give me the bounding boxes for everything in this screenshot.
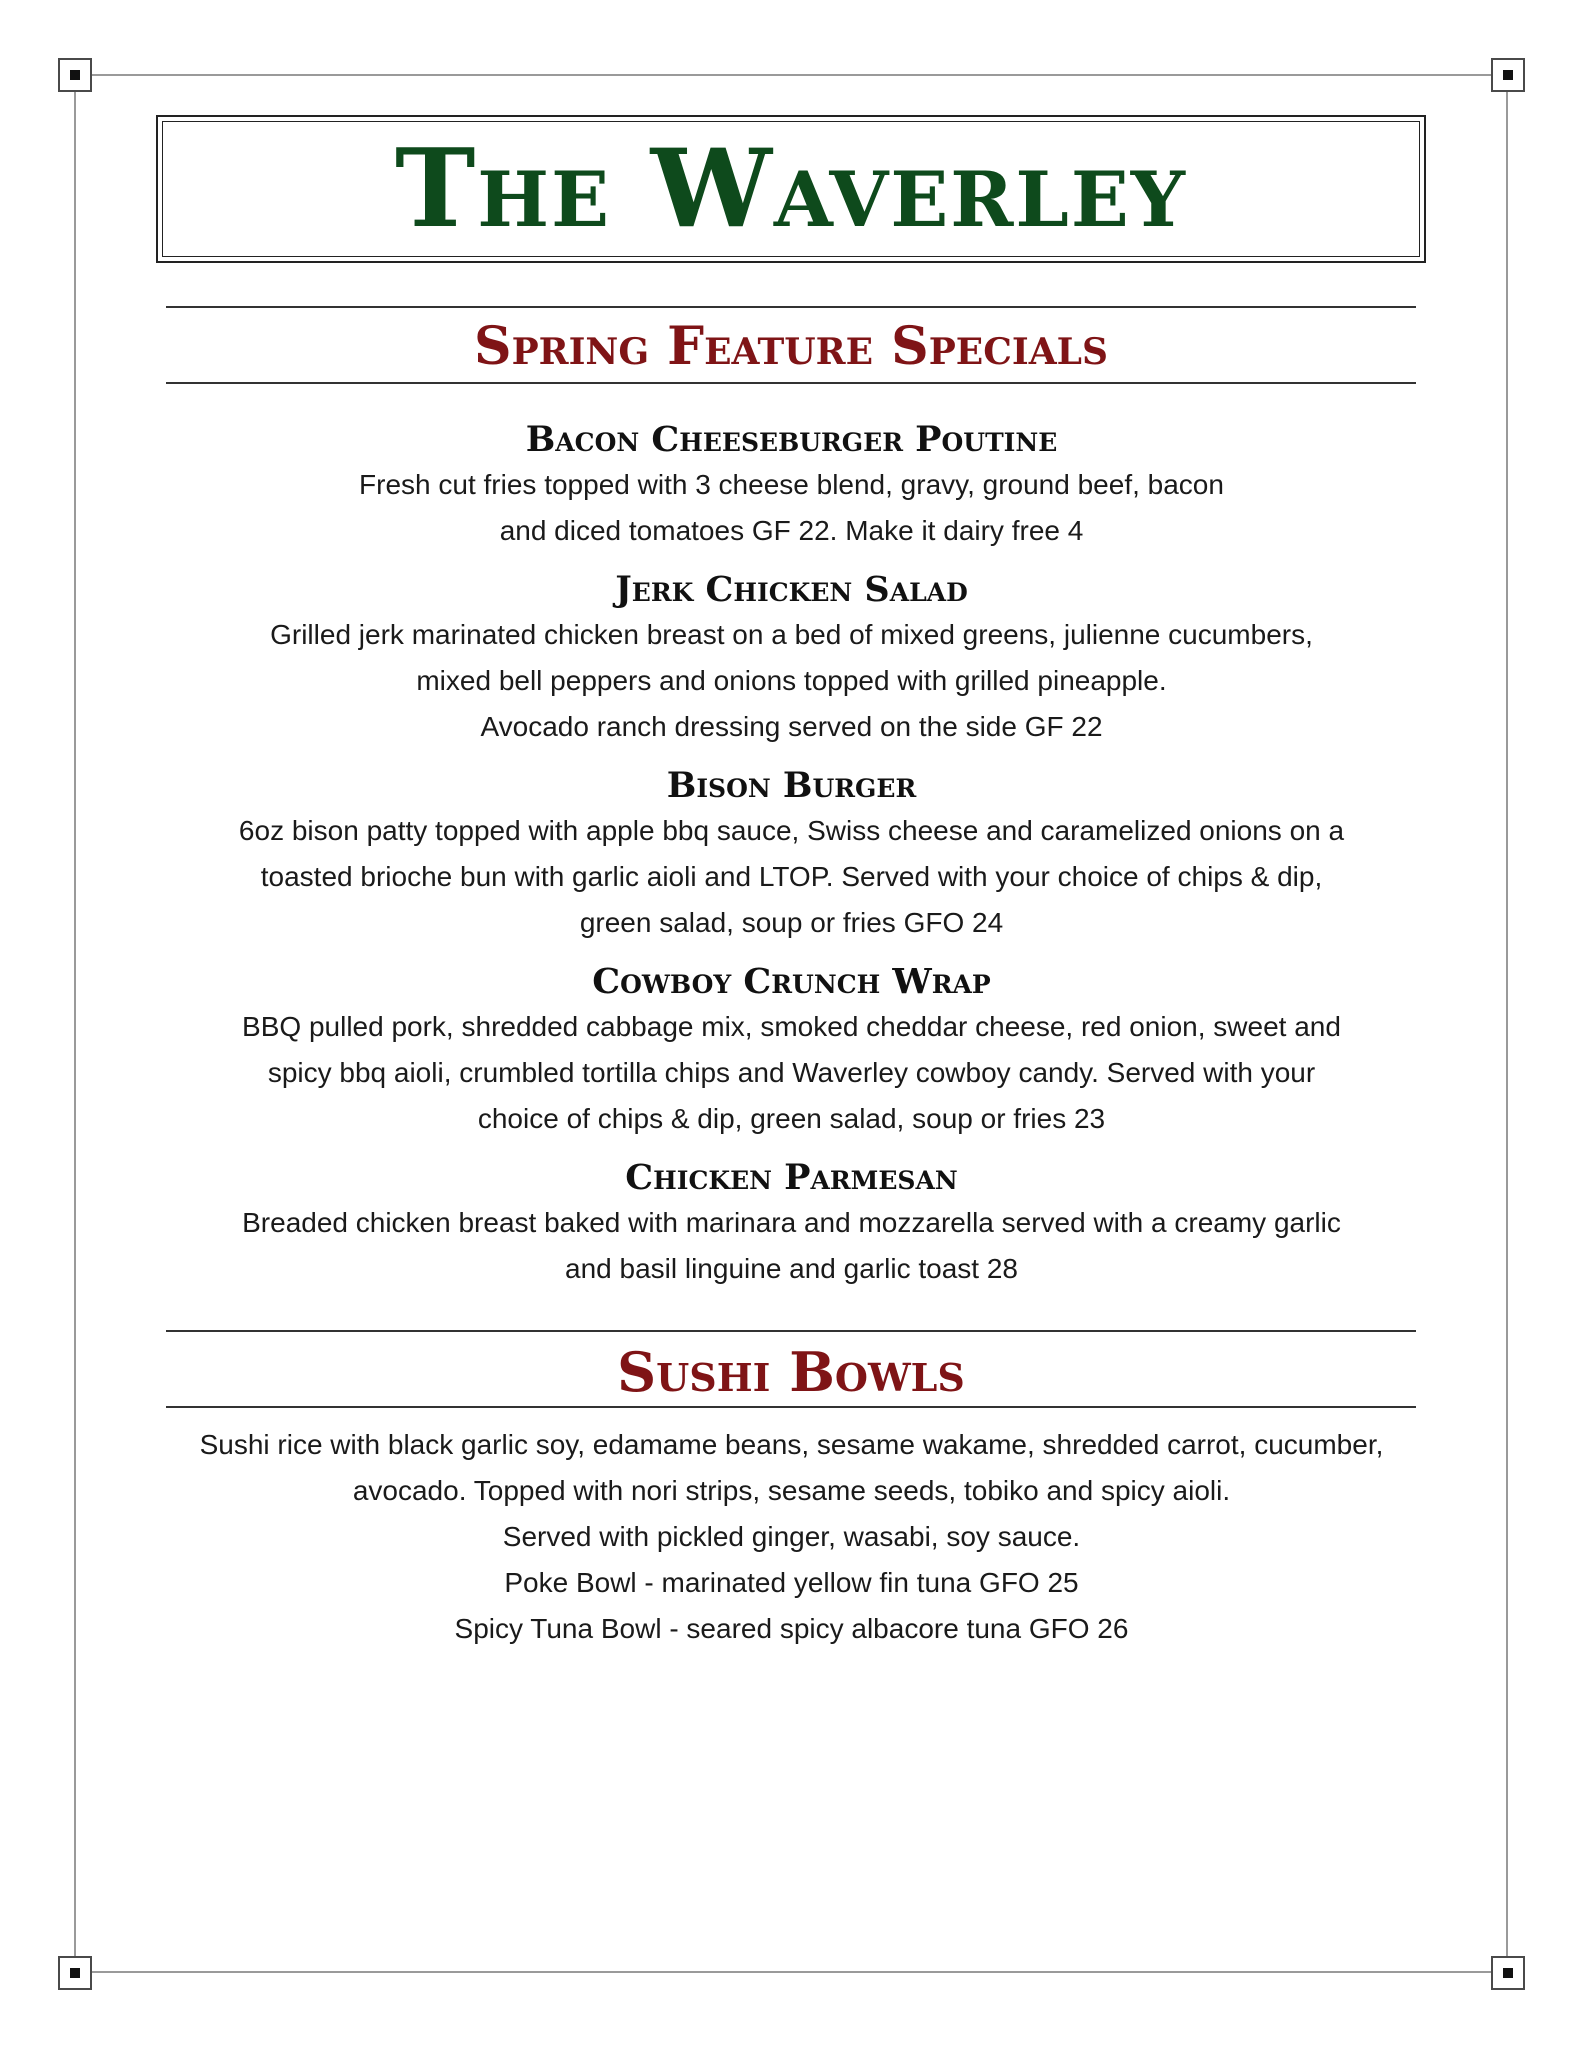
sushi-heading: Sushi Bowls xyxy=(617,1340,965,1404)
section-rule-bottom xyxy=(166,382,1416,384)
menu-item-name: Bison Burger xyxy=(666,765,917,806)
sushi-description: Sushi rice with black garlic soy, edamame beans, sesame wakame, shredded carrot, cucumber, avocado. Topped with nori strips, sesame seeds, tobiko and spicy aioli. Served with pickled ginger, wasabi, soy sauce. xyxy=(199,1429,1384,1552)
section-rule-top xyxy=(166,1330,1416,1332)
menu-item xyxy=(130,568,1453,750)
menu-item-name: Bacon Cheeseburger Poutine xyxy=(525,419,1058,460)
sushi-bowl-option: Spicy Tuna Bowl - seared spicy albacore tuna GFO 26 xyxy=(454,1613,1129,1644)
menu-item-description: Grilled jerk marinated chicken breast on a bed of mixed greens, julienne cucumbers, mixed bell peppers and onions topped with grilled pineapple. Avocado ranch dressing served on the side GF 22 xyxy=(270,619,1313,742)
frame-border-bottom xyxy=(74,1971,1508,1973)
menu-item-name: Chicken Parmesan xyxy=(625,1157,958,1198)
section-rule-bottom xyxy=(166,1406,1416,1408)
sushi-section xyxy=(100,1422,1483,1652)
menu-item xyxy=(130,960,1453,1142)
frame-border-right xyxy=(1506,74,1508,1973)
section-rule-top xyxy=(166,306,1416,308)
corner-ornament-top-right xyxy=(1491,58,1525,92)
frame-border-top xyxy=(74,74,1508,76)
specials-heading: Spring Feature Specials xyxy=(474,316,1108,377)
menu-item-description: Breaded chicken breast baked with marinara and mozzarella served with a creamy garlic and basil linguine and garlic toast 28 xyxy=(242,1207,1341,1284)
menu-item-description: 6oz bison patty topped with apple bbq sauce, Swiss cheese and caramelized onions on a toasted brioche bun with garlic aioli and LTOP. Served with your choice of chips & dip, green salad, soup or fries GFO 24 xyxy=(238,815,1345,938)
restaurant-title: The Waverley xyxy=(394,126,1188,252)
menu-item-name: Cowboy Crunch Wrap xyxy=(592,961,991,1002)
corner-ornament-bottom-right xyxy=(1491,1956,1525,1990)
menu-item xyxy=(130,418,1453,554)
menu-item xyxy=(130,1156,1453,1292)
title-box xyxy=(156,115,1426,263)
menu-item-description: BBQ pulled pork, shredded cabbage mix, smoked cheddar cheese, red onion, sweet and spicy bbq aioli, crumbled tortilla chips and Waverley cowboy candy. Served with your choice of chips & dip, green salad, soup or fries 23 xyxy=(242,1011,1341,1134)
corner-ornament-top-left xyxy=(58,58,92,92)
corner-ornament-bottom-left xyxy=(58,1956,92,1990)
specials-list xyxy=(130,418,1453,1306)
menu-item-description: Fresh cut fries topped with 3 cheese blend, gravy, ground beef, bacon and diced tomatoes GF 22. Make it dairy free 4 xyxy=(359,469,1224,546)
sushi-bowl-option: Poke Bowl - marinated yellow fin tuna GFO 25 xyxy=(504,1567,1079,1598)
menu-item xyxy=(130,764,1453,946)
frame-border-left xyxy=(74,74,76,1973)
menu-item-name: Jerk Chicken Salad xyxy=(615,569,968,610)
